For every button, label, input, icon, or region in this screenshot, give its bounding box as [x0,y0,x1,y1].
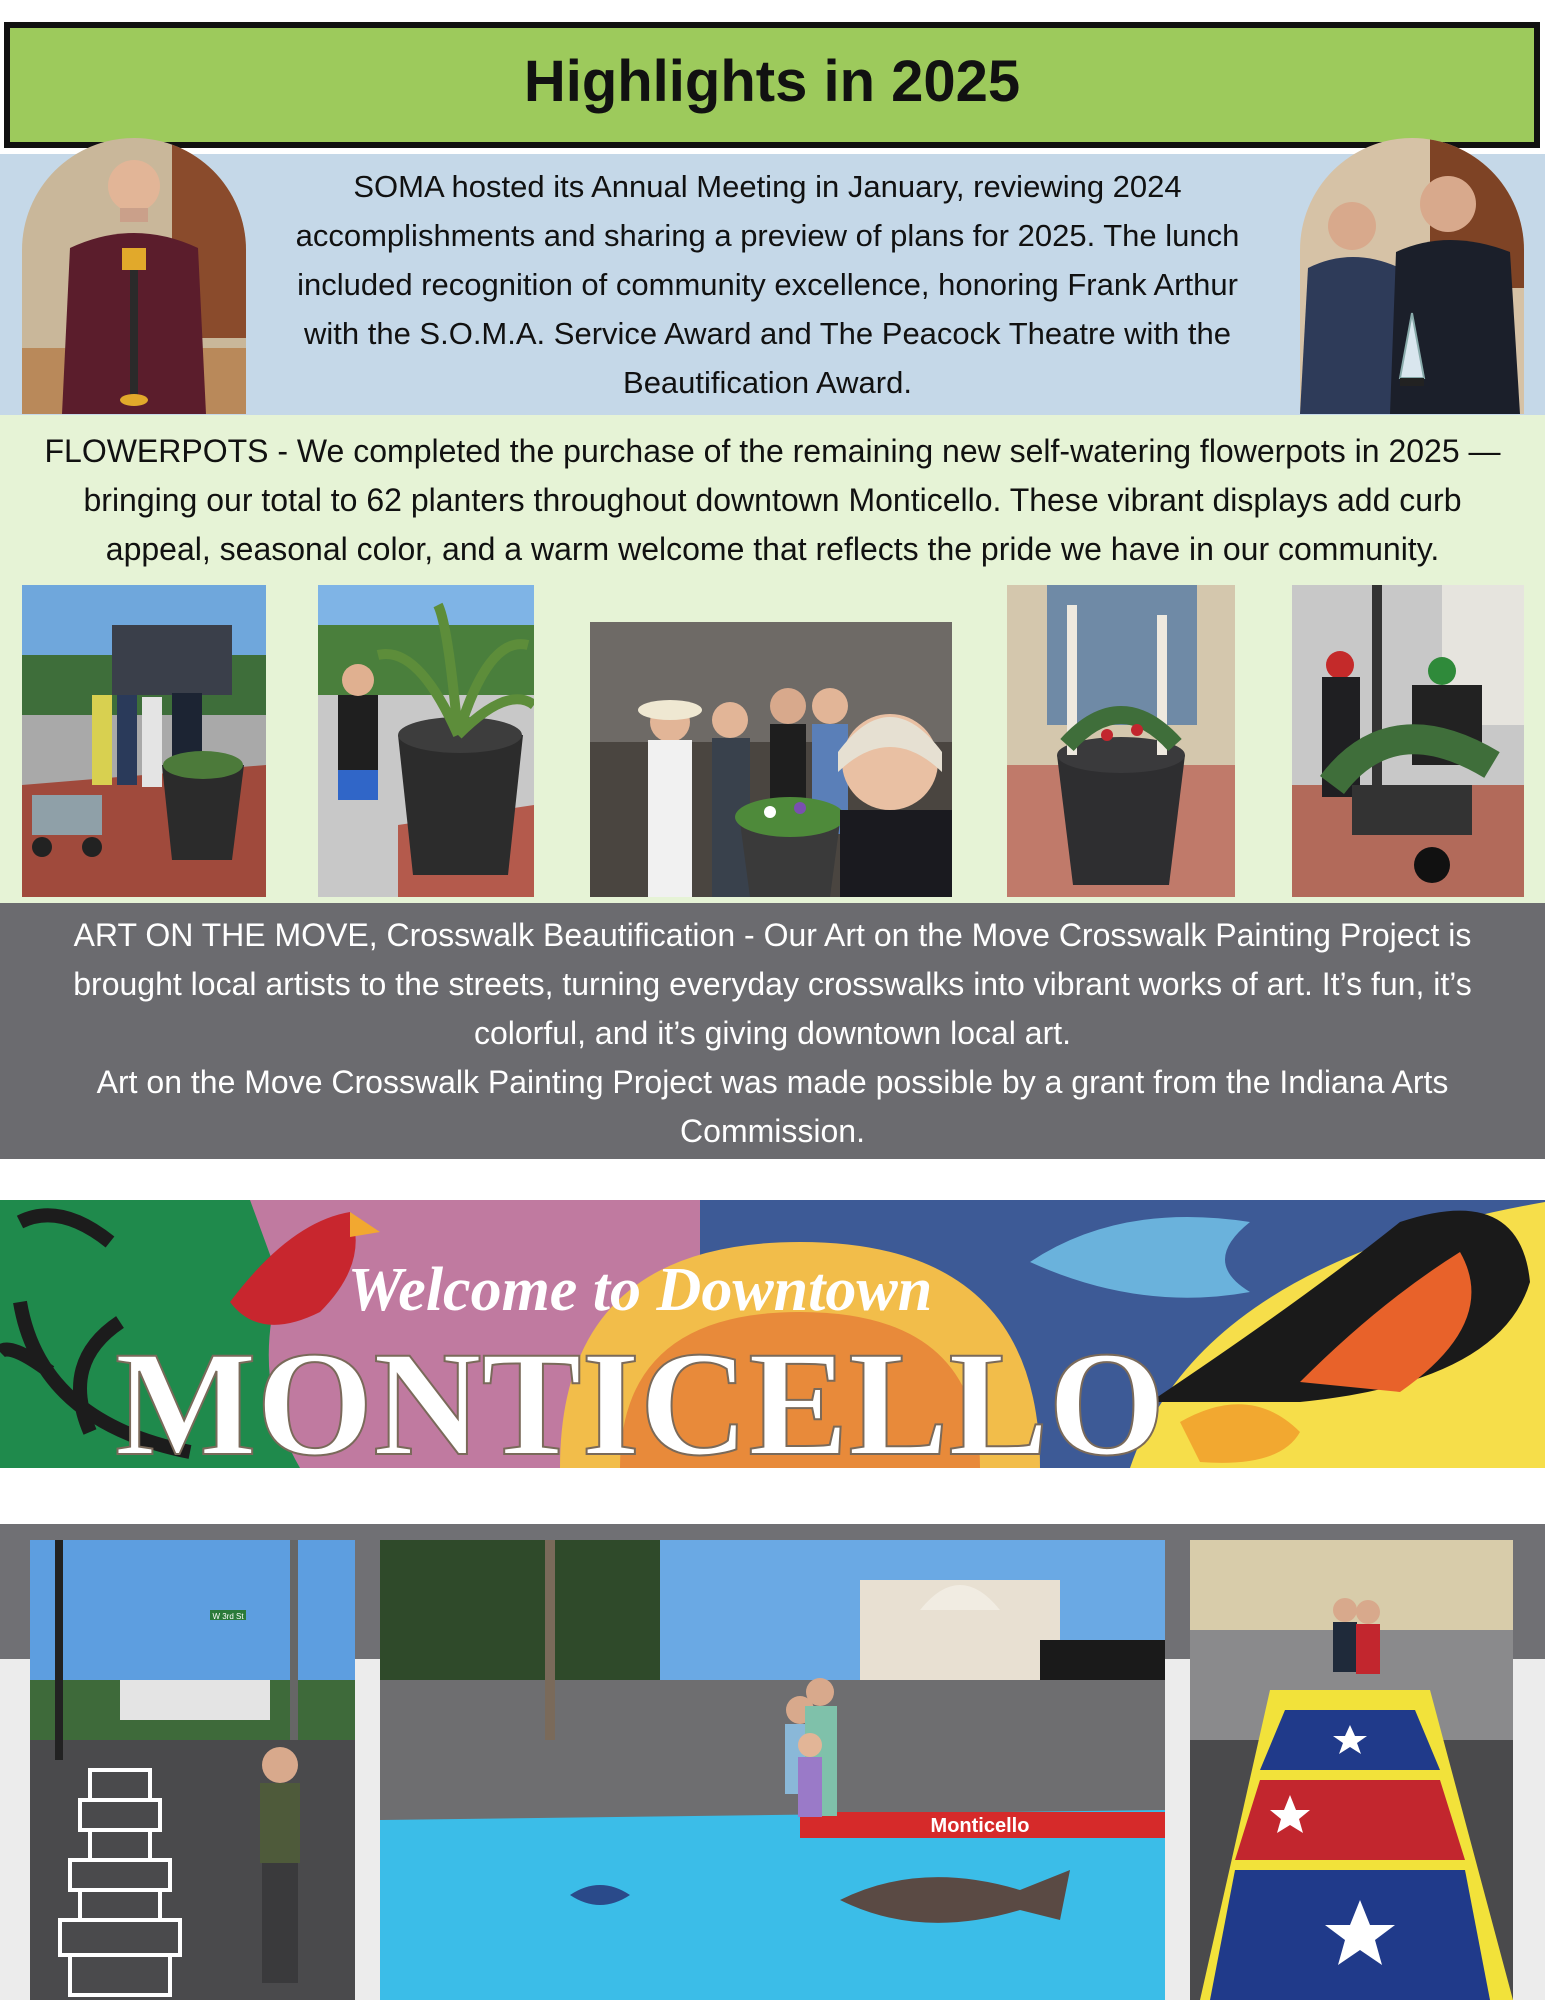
banner-welcome-text: Welcome to Downtown [347,1256,933,1324]
photo-peacock-theatre-award [1300,138,1524,414]
photo-winter-planter [1007,585,1235,897]
photo-fish-crosswalk [380,1540,1165,2000]
art-on-the-move-grant: Art on the Move Crosswalk Painting Project was made possible by a grant from the Indiana Arts Commission. [96,1064,1449,1149]
page-header [4,22,1540,148]
annual-meeting-text: SOMA hosted its Annual Meeting in January, reviewing 2024 accomplishments and sharing a preview of plans for 2025. The lunch included recognition of community excellence, honoring Frank Arthur with the S.O.M.A. Service Award and The Peacock Theatre with the Beautification Award. [295,169,1240,400]
street-sign-text: W 3rd St [212,1612,244,1621]
photo-volunteers-planter [22,585,266,897]
welcome-banner [0,1182,1545,1492]
photo-hopscotch-crosswalk [30,1540,355,2000]
photo-planting-palm [318,585,534,897]
banner-town-name: MONTICELLO [114,1321,1166,1487]
crosswalk-banner-text: Monticello [930,1815,1030,1837]
art-on-the-move-paragraph: ART ON THE MOVE, Crosswalk Beautification - Our Art on the Move Crosswalk Painting Project is brought local artists to the streets, turning everyday crosswalks into vibrant works of art. It’s fun, it’s colorful, and it’s giving downtown local art. [73,917,1472,1051]
art-on-the-move-text [30,911,1515,1156]
photo-volunteer-group-selfie [590,622,952,897]
photo-flag-crosswalk [1190,1540,1513,2000]
photo-planting-with-wheelbarrow [1292,585,1524,897]
flowerpots-text: FLOWERPOTS - We completed the purchase of the remaining new self-watering flowerpots in 2025 — bringing our total to 62 planters throughout downtown Monticello. These vibrant displays add curb appeal, seasonal color, and a warm welcome that reflects the pride we have in our community. [44,433,1501,567]
photo-frank-arthur [22,138,246,414]
art-on-the-move-section [0,903,1545,1159]
page-title: Highlights in 2025 [523,49,1021,114]
